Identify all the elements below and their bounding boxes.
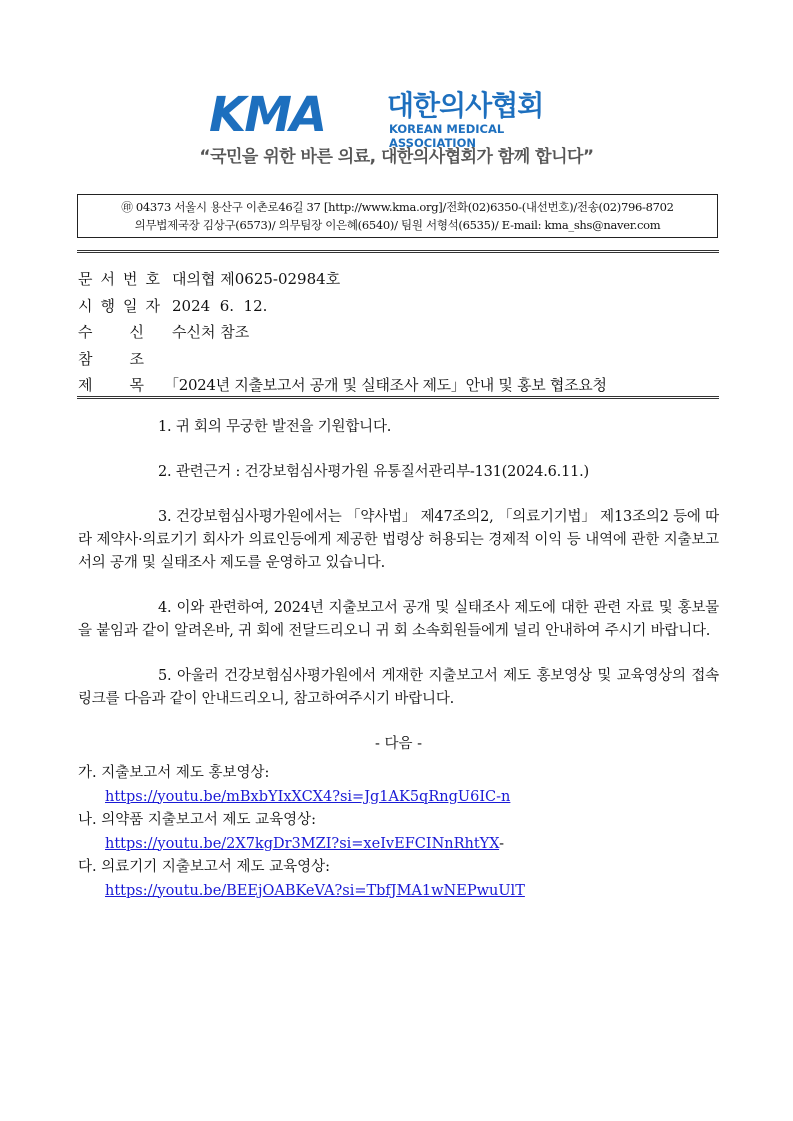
paragraph-1: 1. 귀 회의 무궁한 발전을 기원합니다. [158,419,392,435]
paragraph-2: 2. 관련근거 : 건강보험심사평가원 유통질서관리부-131(2024.6.11.) [158,464,589,480]
meta-row-reference [78,346,718,373]
slogan: “국민을 위한 바른 의료, 대한의사협회가 함께 합니다” [199,147,594,167]
document-body [78,416,719,903]
logo-english-name: KOREAN MEDICAL ASSOCIATION [389,122,505,150]
meta-label: 제 목 [78,376,144,394]
address-line-2: 의무법제국장 김상구(6573)/ 의무팀장 이은혜(6540)/ 팀원 서형석(6535)/ E-mail: kma_shs@naver.com [134,218,661,232]
meta-row-recipient [78,319,718,346]
header-divider [77,250,719,253]
meta-label: 참 조 [78,349,144,368]
address-box [77,194,718,238]
meta-label: 문 서 번 호 [78,270,160,288]
meta-value: 2024 6. 12. [172,296,268,315]
link-row-c [105,880,719,904]
meta-value: 대의협 제0625-02984호 [172,270,341,288]
meta-row-doc-number [78,266,718,293]
paragraph-3: 3. 건강보험심사평가원에서는 「약사법」 제47조의2, 「의료기기법」 제13조의2 등에 따라 제약사·의료기기 회사가 의료인등에게 제공한 법령상 허용되는 경제적 이익 등 내역에 관한 지출보고서의 공개 및 실태조사 제도를 운영하고 있습니다. [78,509,719,571]
meta-value: 「2024년 지출보고서 공개 및 실태조사 제도」안내 및 홍보 협조요청 [164,376,607,394]
document-meta [78,266,718,399]
link-row-b [105,833,719,857]
next-heading: - 다음 - [374,736,423,752]
link-row-a [105,786,719,810]
list-item-a: 가. 지출보고서 제도 홍보영상: [78,765,270,781]
drug-education-video-link[interactable]: https://youtu.be/2X7kgDr3MZI?si=xeIvEFCINnRhtYX [105,835,500,852]
list-item-b: 나. 의약품 지출보고서 제도 교육영상: [78,812,317,828]
paragraph-5: 5. 아울러 건강보험심사평가원에서 게재한 지출보고서 제도 홍보영상 및 교육영상의 접속링크를 다음과 같이 안내드리오니, 참고하여주시기 바랍니다. [78,668,719,707]
kma-logo [209,87,589,150]
meta-label: 시 행 일 자 [78,296,160,315]
paragraph-4: 4. 이와 관련하여, 2024년 지출보고서 공개 및 실태조사 제도에 대한 관련 자료 및 홍보물을 붙임과 같이 알려온바, 귀 회에 전달드리오니 귀 회 소속회원들에게 널리 안내하여 주시기 바랍니다. [78,600,719,639]
meta-row-subject [78,372,718,399]
meta-divider [77,396,719,399]
address-line-1: ㊞ 04373 서울시 용산구 이촌로46길 37 [http://www.kma.org]/전화(02)6350-(내선번호)/전송(02)796-8702 [121,200,674,214]
device-education-video-link[interactable]: https://youtu.be/BEEjOABKeVA?si=TbfJMA1wNEPwuUlT [105,882,525,899]
logo-korean-name: 대한의사협회 [387,89,544,122]
meta-value: 수신처 참조 [172,323,250,341]
promo-video-link[interactable]: https://youtu.be/mBxbYIxXCX4?si=Jg1AK5qRngU6IC-n [105,788,511,805]
logo-mark: KMA [209,87,326,143]
link-suffix: - [499,835,504,852]
list-item-c: 다. 의료기기 지출보고서 제도 교육영상: [78,859,331,875]
meta-label: 수 신 [78,323,144,341]
meta-row-date [78,293,718,320]
